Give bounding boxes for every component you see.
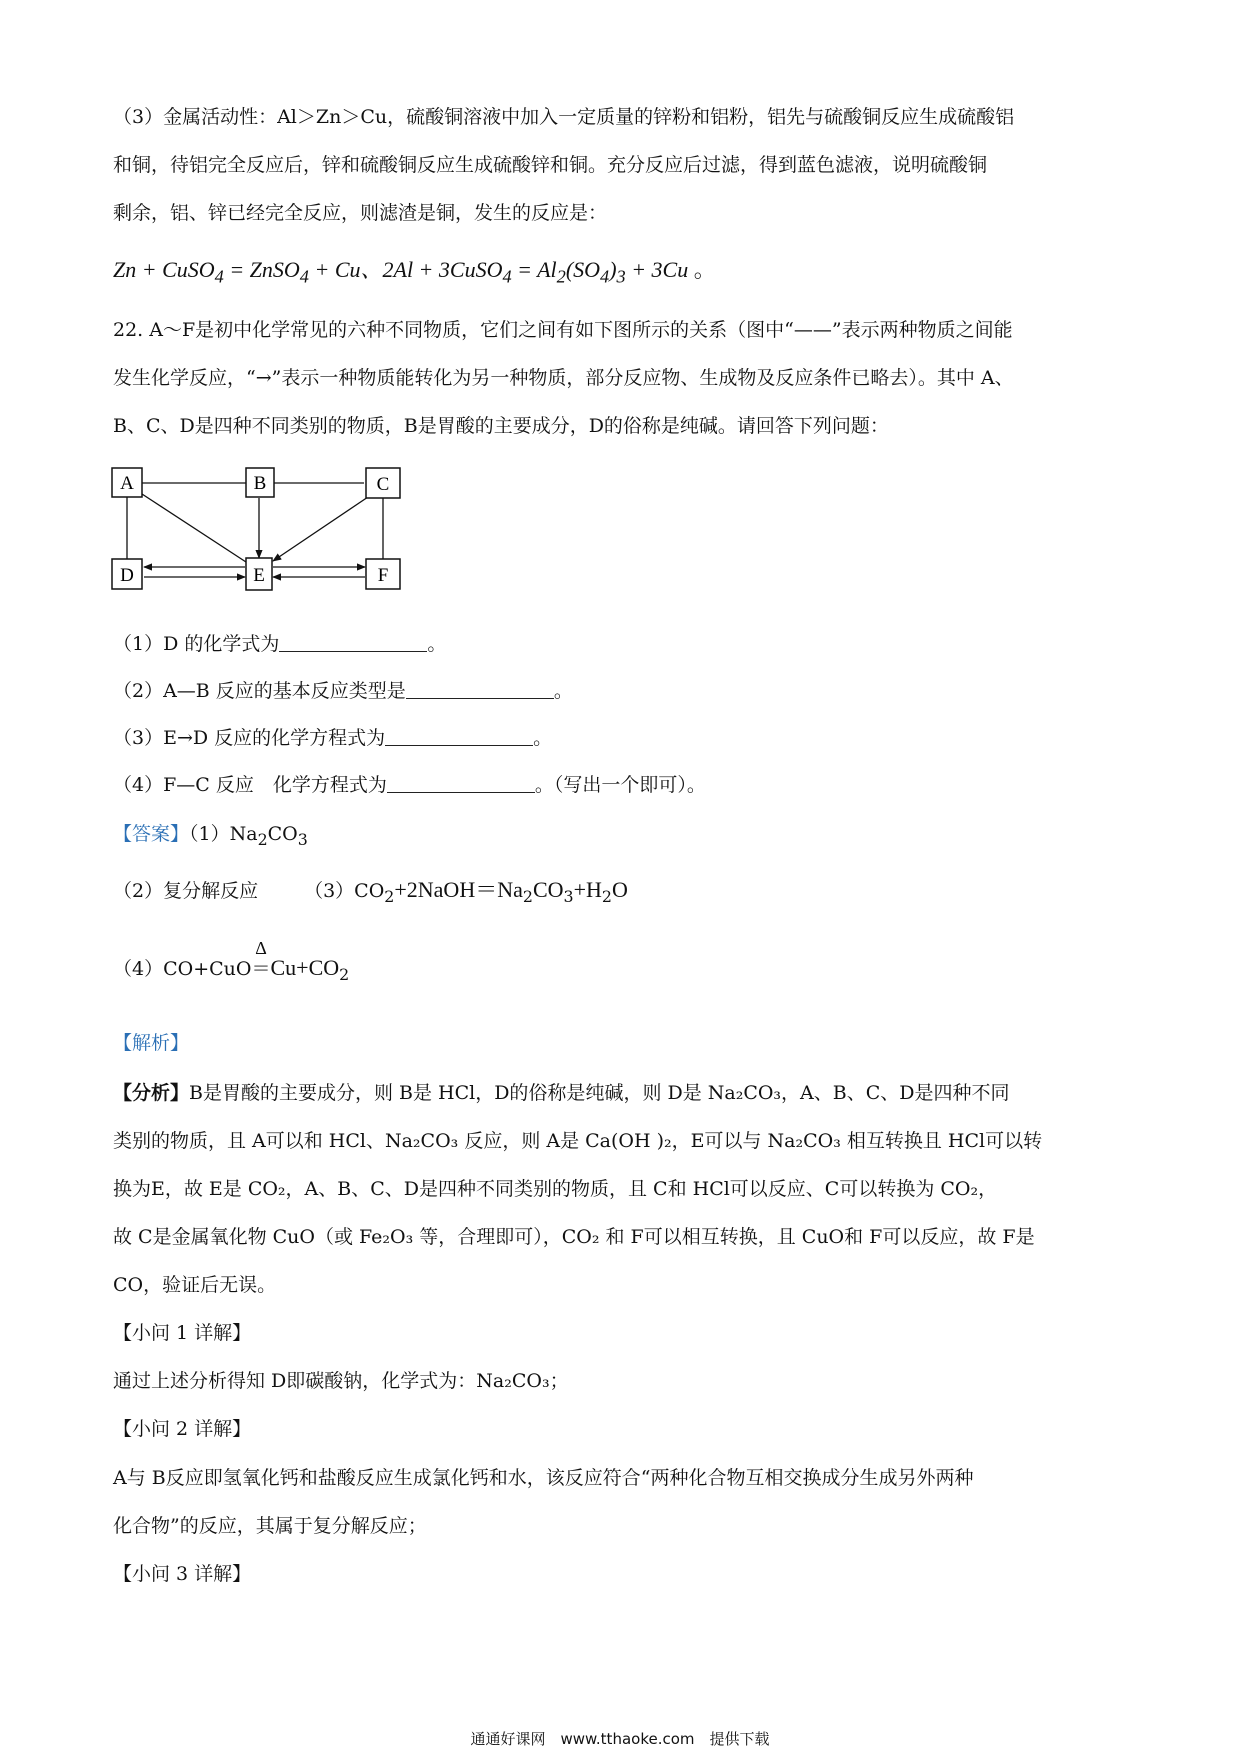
relationship-diagram (110, 460, 410, 600)
subq2-heading: 【小问 2 详解】 (113, 1418, 252, 1440)
answer-blank-4[interactable] (387, 774, 535, 793)
svg-text:E: E (253, 565, 265, 586)
node-a (112, 468, 142, 497)
question-1: （1）D 的化学式为 。 (113, 633, 447, 655)
reaction-equation: Zn + CuSO$_4$ = ZnSO$_4$ + Cu、2Al + 3CuSO$_4$ = $Al_2(SO_4)_3 + 3Cu$ 。 (113, 257, 716, 287)
question-3: （3）E→D 反应的化学方程式为 。 (113, 727, 553, 749)
subq2-text-1: A与 B反应即氢氧化钙和盐酸反应生成氯化钙和水，该反应符合“两种化合物互相交换成分生成另外两种 (113, 1467, 974, 1489)
subq3-heading: 【小问 3 详解】 (113, 1563, 252, 1585)
page-footer: 通通好课网 www.tthaoke.com 提供下载 (470, 1730, 770, 1748)
analysis-line-1: 【分析】B是胃酸的主要成分，则 B是 HCl，D的俗称是纯碱，则 D是 Na₂CO₃，A、B、C、D是四种不同 (113, 1082, 1010, 1104)
svg-text:D: D (120, 565, 134, 586)
answer-line-2: （2）复分解反应 $(3)CO_2+2NaOH=Na_2CO_3+H_2O$ (113, 877, 628, 906)
analysis-line-5: CO，验证后无误。 (113, 1274, 277, 1296)
answer-blank-1[interactable] (279, 633, 427, 652)
subq2-text-2: 化合物”的反应，其属于复分解反应； (113, 1515, 427, 1537)
analysis-line-3: 换为E，故 E是 CO₂，A、B、C、D是四种不同类别的物质，且 C和 HCl可以反应、C可以转换为 CO₂， (113, 1178, 998, 1200)
node-e (246, 558, 272, 590)
edge-a-e (142, 494, 246, 562)
svg-text:F: F (377, 565, 389, 586)
question-2: （2）A—B 反应的基本反应类型是 。 (113, 680, 573, 702)
node-c (366, 468, 400, 498)
node-d (112, 559, 142, 589)
analysis-line-4: 故 C是金属氧化物 CuO（或 Fe₂O₃ 等，合理即可），CO₂ 和 F可以相互转换，且 CuO和 F可以反应，故 F是 (113, 1226, 1035, 1248)
q22-line2: 发生化学反应，“→”表示一种物质能转化为另一种物质，部分反应物、生成物及反应条件已略去）。其中 A、 (113, 367, 1014, 389)
node-f (366, 559, 400, 589)
svg-text:B: B (253, 473, 267, 494)
answer-tag: 【答案】 (113, 823, 190, 845)
answer-blank-3[interactable] (385, 727, 533, 746)
q22-line3: B、C、D是四种不同类别的物质，B是胃酸的主要成分，D的俗称是纯碱。请回答下列问题： (113, 415, 889, 437)
answer-line-1: 【答案】$(1)Na_2CO_3$ (113, 823, 308, 849)
svg-text:C: C (376, 474, 390, 495)
q22-line1: 22. A～F是初中化学常见的六种不同物质，它们之间有如下图所示的关系（图中“——”表示两种物质之间能 (113, 319, 1013, 341)
subq1-text: 通过上述分析得知 D即碳酸钠，化学式为：Na₂CO₃； (113, 1370, 569, 1392)
node-b (246, 468, 274, 497)
para3-line3: 剩余，铝、锌已经完全反应，则滤渣是铜，发生的反应是： (113, 202, 608, 224)
analysis-tag: 【解析】 (113, 1032, 190, 1054)
subq1-heading: 【小问 1 详解】 (113, 1322, 252, 1344)
analysis-line-2: 类别的物质，且 A可以和 HCl、Na₂CO₃ 反应，则 A是 Ca(OH )₂，E可以与 Na₂CO₃ 相互转换且 HCl可以转 (113, 1130, 1043, 1152)
para3-line1: （3）金属活动性：Al＞Zn＞Cu，硫酸铜溶液中加入一定质量的锌粉和铝粉，铝先与硫酸铜反应生成硫酸铝 (113, 106, 1015, 128)
question-4: （4）F—C 反应 化学方程式为 。（写出一个即可）。 (113, 774, 706, 796)
para3-line2: 和铜，待铝完全反应后，锌和硫酸铜反应生成硫酸锌和铜。充分反应后过滤，得到蓝色滤液，说明硫酸铜 (113, 154, 988, 176)
answer-line-4: （4）CO+CuO Δ $=Cu+CO_2$ (113, 938, 350, 984)
answer-blank-2[interactable] (406, 680, 554, 699)
arrow-c-e (273, 497, 368, 561)
svg-text:A: A (120, 473, 134, 494)
heat-condition-sign: Δ ＝ (251, 938, 271, 980)
